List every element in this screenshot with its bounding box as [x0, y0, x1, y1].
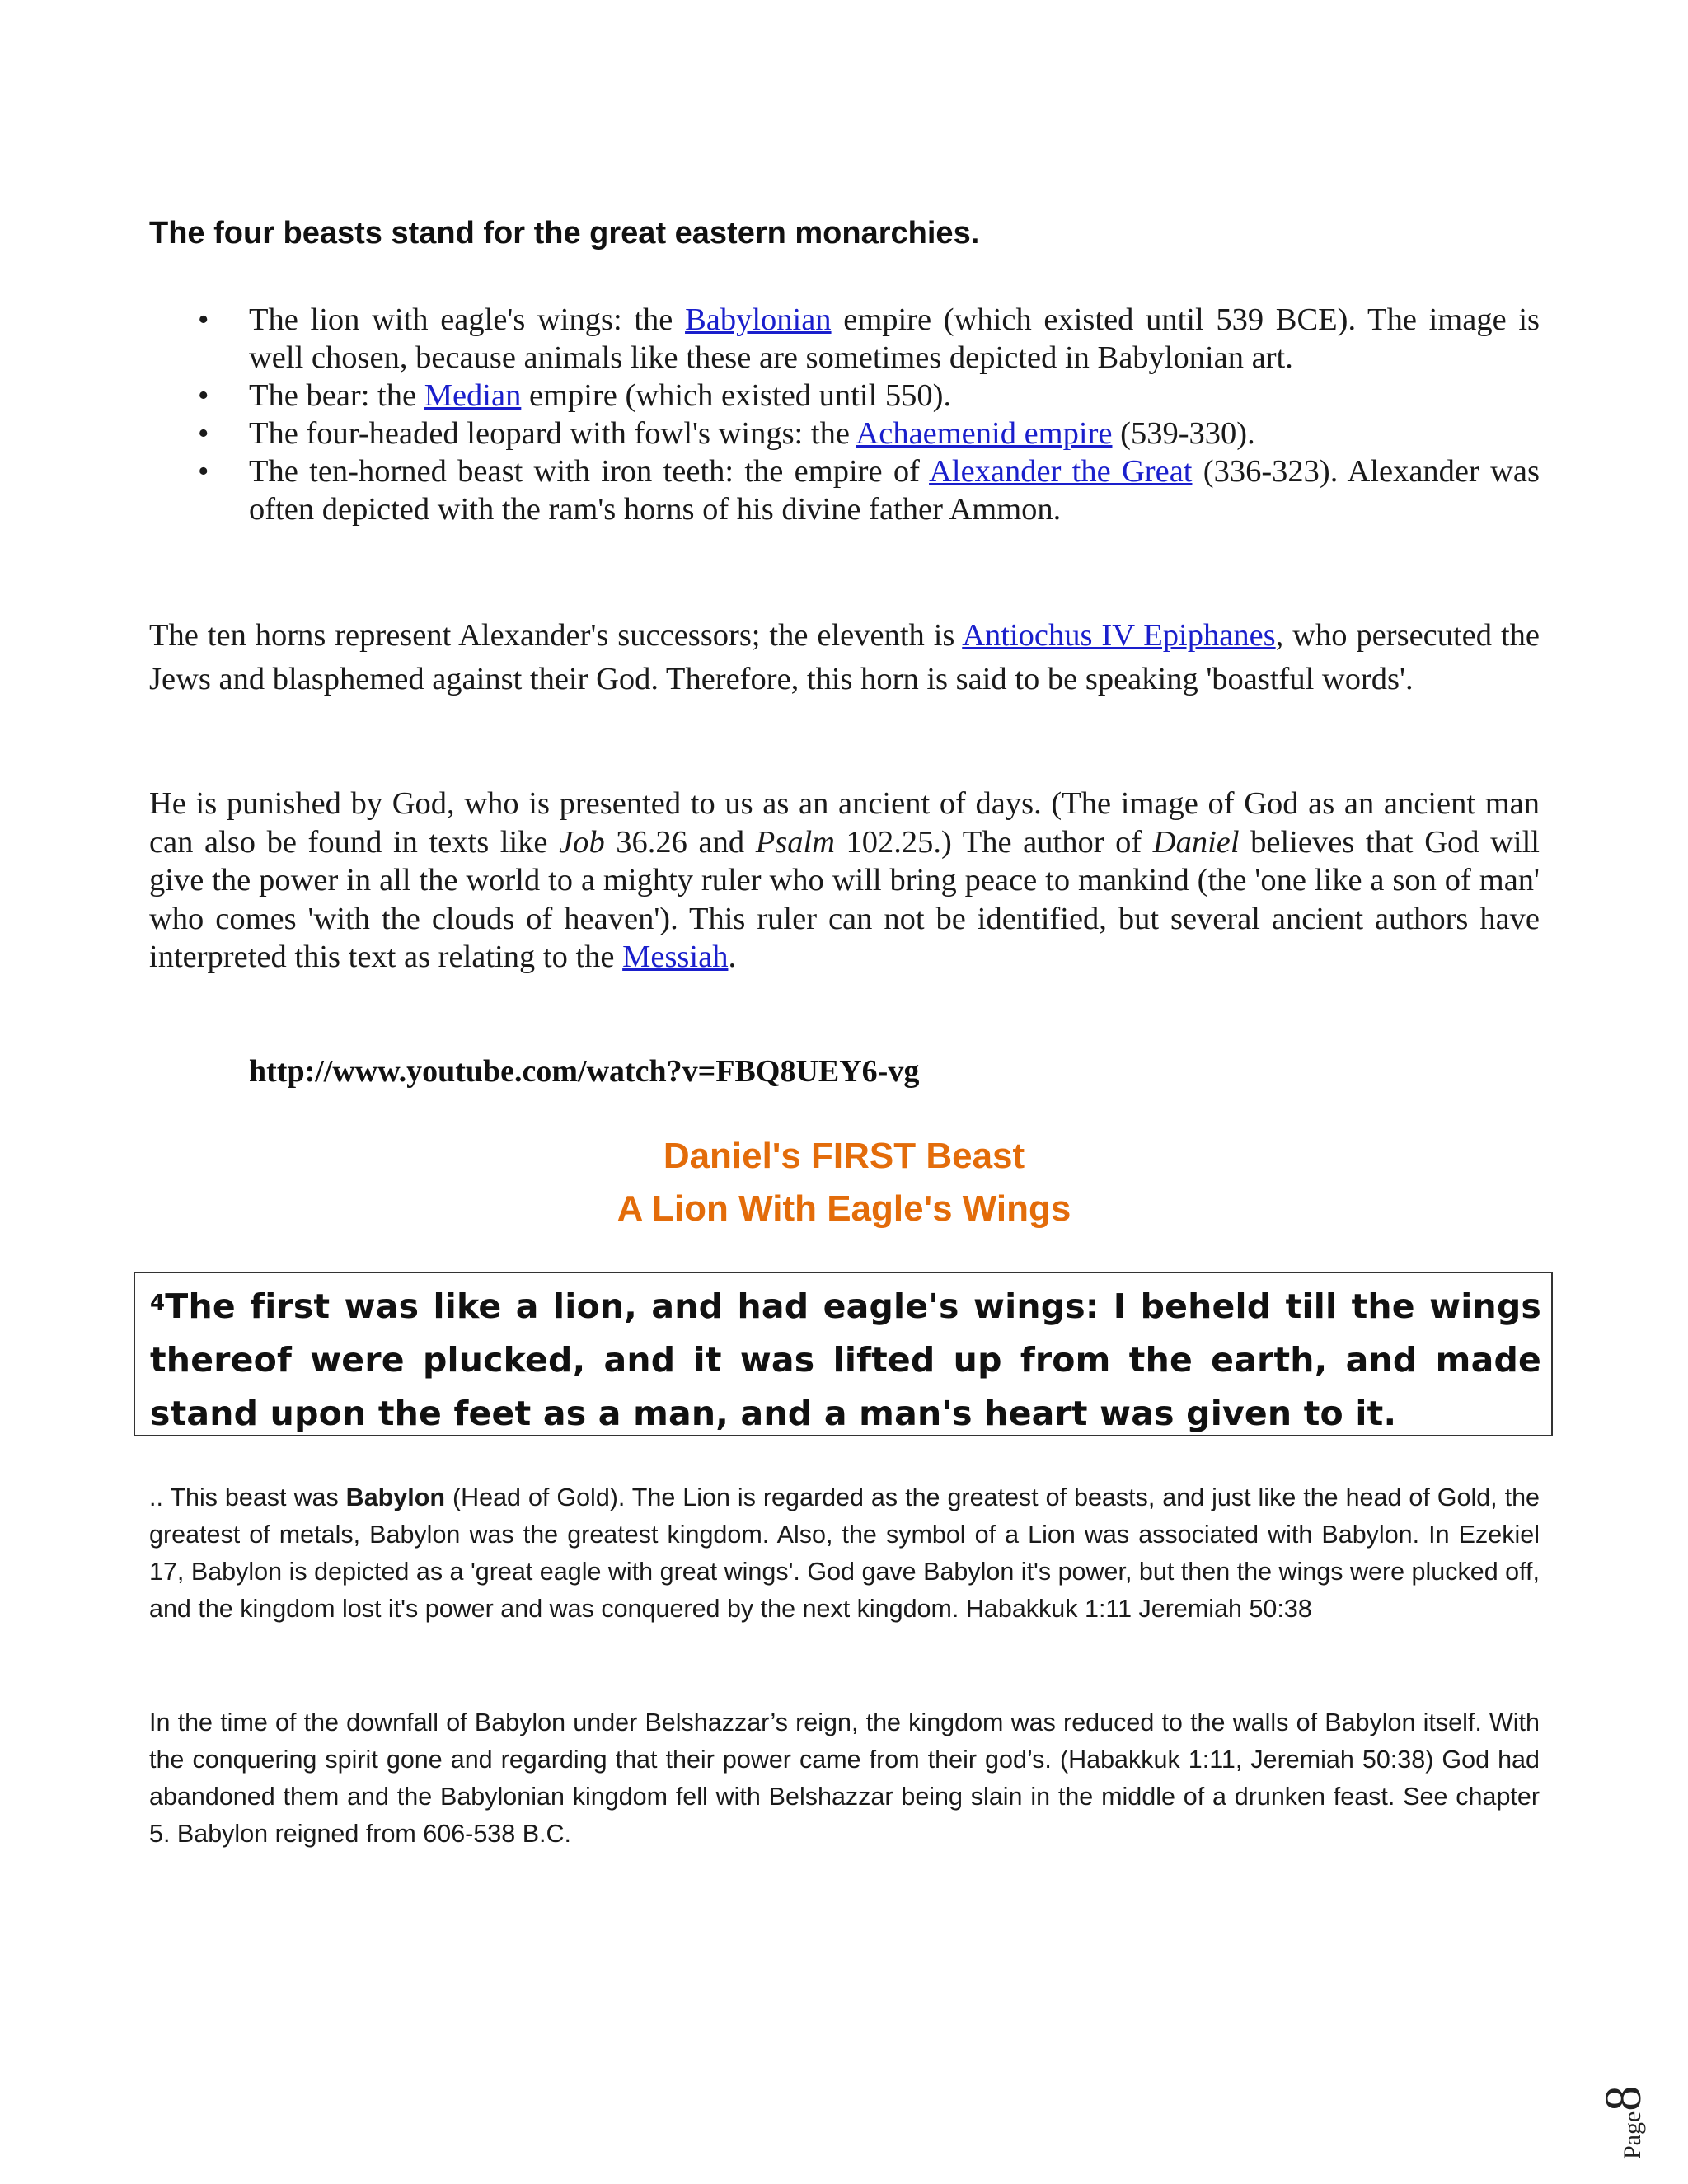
paragraph-downfall: In the time of the downfall of Babylon under Belshazzar’s reign, the kingdom was reduced to the walls of Babylon itself. With the conquering spirit gone and regarding that their power came from their god’s. (Habakkuk 1:11, Jeremiah 50:38) God had abandoned them and the Babylonian kingdom fell with Belshazzar being slain in the middle of a drunken feast. See chapter 5. Babylon reigned from 606-538 B.C. [149, 1708, 1540, 1848]
bullet-icon: • [198, 378, 209, 413]
page-number [1591, 1994, 1657, 2159]
bullet-icon: • [198, 302, 209, 337]
page-label: Page [1619, 2111, 1646, 2159]
list-item [198, 415, 1540, 452]
list-item-text: empire (which existed until 550). [521, 378, 952, 413]
page-number-value: 8 [1596, 2085, 1652, 2111]
paragraph-text: 102.25.) The author of [834, 824, 1153, 860]
list-item [198, 377, 1540, 415]
paragraph-text: He is punished by God, who is presented to us as an ancient of days. (The image of God as an ancient man can also be found in texts like [149, 786, 1540, 860]
paragraph-ten-horns [149, 614, 1540, 701]
alexander-the-great-link[interactable]: Alexander the Great [929, 454, 1193, 489]
paragraph-text: (Head of Gold). The Lion is regarded as the greatest of beasts, and just like the head of Gold, the greatest of metals, Babylon was the greatest kingdom. Also, the symbol of a Lion was associated with Babylon. In Ezekiel 17, Babylon is depicted as a 'great eagle with great wings'. God gave Babylon it's power, but then the wings were plucked off, and the kingdom lost it's power and was conquered by the next kingdom. Habakkuk 1:11 Jeremiah 50:38 [149, 1483, 1540, 1623]
book-title-psalm: Psalm [755, 824, 835, 860]
section-heading: The four beasts stand for the great eastern monarchies. [149, 216, 980, 251]
verse-text [150, 1280, 1541, 1441]
paragraph-babylon [149, 1479, 1540, 1628]
paragraph-ancient-of-days [149, 785, 1540, 977]
paragraph-text: believes that God will give the power in all the world to a mighty ruler who will bring peace to mankind (the 'one like a son of man' who comes 'with the clouds of heaven'). This ruler can not be identified, but several ancient authors have interpreted this text as relating to the [149, 824, 1540, 974]
paragraph-text: The ten horns represent Alexander's successors; the eleventh is [149, 618, 963, 653]
book-title-daniel: Daniel [1152, 824, 1240, 860]
video-url: http://www.youtube.com/watch?v=FBQ8UEY6-vg [249, 1054, 920, 1089]
beast-subtitle: A Lion With Eagle's Wings [617, 1188, 1071, 1229]
paragraph-text: 36.26 and [604, 824, 756, 860]
babylonian-link[interactable]: Babylonian [685, 302, 832, 337]
list-item-text: The lion with eagle's wings: the [249, 302, 686, 337]
list-item-text: empire (which existed until 539 BCE). The image is well chosen, because animals like these are sometimes depicted in Babylonian art. [249, 302, 1540, 375]
bullet-icon: • [198, 454, 209, 489]
antiochus-link[interactable]: Antiochus IV Epiphanes [962, 618, 1276, 653]
verse-box [134, 1272, 1553, 1436]
empire-list [198, 301, 1540, 528]
list-item-text: (336-323). Alexander was often depicted with the ram's horns of his divine father Ammon. [249, 454, 1540, 527]
list-item [198, 452, 1540, 528]
babylon-bold: Babylon [345, 1483, 445, 1511]
book-title-job: Job [559, 824, 605, 860]
list-item-text: The four-headed leopard with fowl's wings: the [249, 416, 856, 451]
achaemenid-empire-link[interactable]: Achaemenid empire [856, 416, 1113, 451]
paragraph-text: . [728, 940, 737, 974]
list-item-text: (539-330). [1112, 416, 1255, 451]
list-item-text: The ten-horned beast with iron teeth: the empire of [249, 454, 930, 489]
bullet-icon: • [198, 416, 209, 451]
verse-number: 4 [150, 1291, 166, 1315]
paragraph-text: .. This beast was [149, 1483, 346, 1511]
verse-body: The first was like a lion, and had eagle's wings: I beheld till the wings thereof were plucked, and it was lifted up from the earth, and made stand upon the feet as a man, and a man's heart was given to it. [150, 1286, 1541, 1433]
paragraph-text: , who persecuted the Jews and blasphemed against their God. Therefore, this horn is said to be speaking 'boastful words'. [149, 618, 1540, 696]
beast-title: Daniel's FIRST Beast [663, 1136, 1025, 1176]
list-item-text: The bear: the [249, 378, 424, 413]
list-item [198, 301, 1540, 377]
messiah-link[interactable]: Messiah [622, 940, 729, 974]
median-link[interactable]: Median [424, 378, 522, 413]
